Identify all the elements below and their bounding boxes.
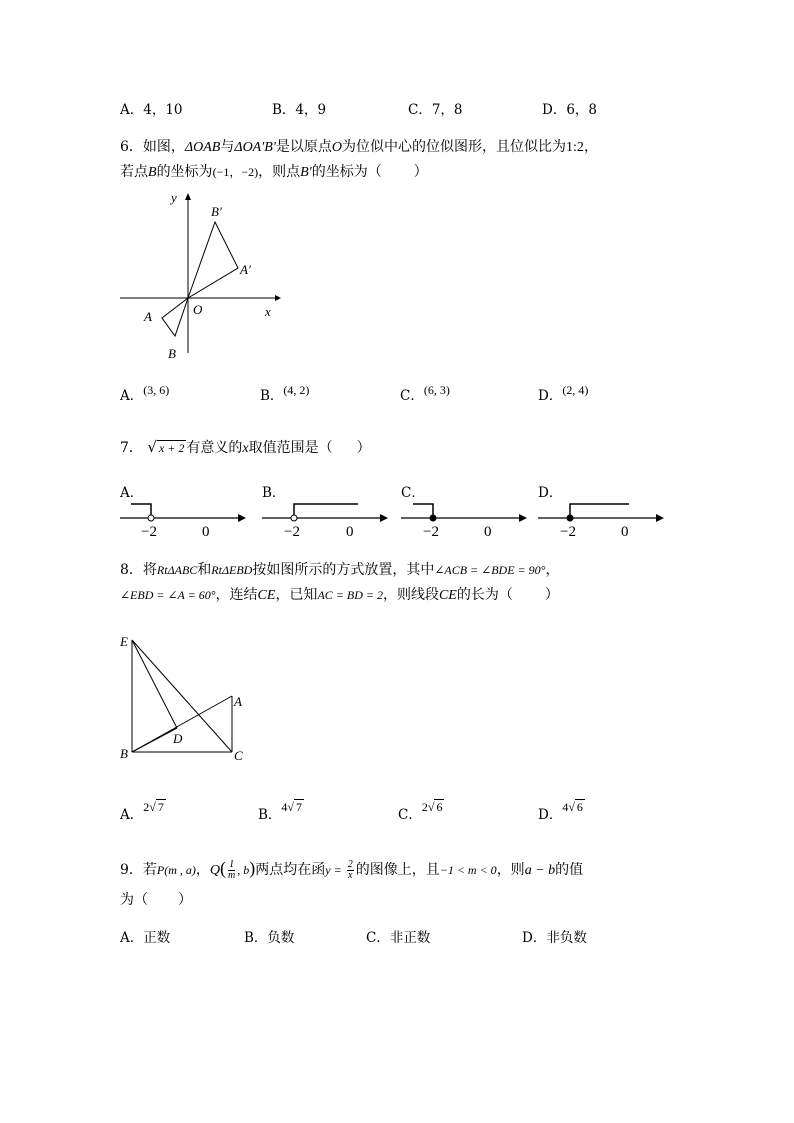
text: ，连结 <box>215 587 258 603</box>
triangle-oab <box>162 298 188 336</box>
label-d: D <box>173 731 183 746</box>
text: ） <box>356 440 371 456</box>
solution-ray <box>294 504 358 518</box>
axis-arrow <box>238 514 246 522</box>
option-label: A． <box>120 388 144 404</box>
solution-ray <box>570 504 629 518</box>
option-text: 6，8 <box>566 102 598 118</box>
label-a: A <box>234 694 242 709</box>
q7-option-d-numberline <box>536 500 666 545</box>
triangle-oa-b-prime <box>188 222 238 298</box>
math: CE <box>257 588 276 603</box>
question-number: 9． <box>120 862 143 878</box>
q8-line2 <box>120 585 559 606</box>
math: P(m , a) <box>156 863 196 877</box>
label-x: x <box>265 304 271 319</box>
coefficient: 2 <box>143 800 150 814</box>
q6-option-b <box>260 383 310 406</box>
label-b: B <box>120 746 128 761</box>
q9-line1: 9．若P(m , a)，Q( $\frac{1}{m}$ , b)两点均在函y = $\frac{2}{x}$ 的图像上，且−1 < m < 0，则a − b的值 <box>120 858 584 881</box>
tick-minus2: −2 <box>560 524 576 540</box>
open-endpoint <box>148 515 154 521</box>
q8-option-b <box>258 800 304 825</box>
radicand: 6 <box>436 800 443 814</box>
q5-option-c <box>408 100 463 120</box>
sqrt-sign: √ <box>147 438 157 456</box>
label-y: y <box>171 190 177 205</box>
tick-zero: 0 <box>346 524 354 540</box>
label-o: O <box>193 302 203 317</box>
text: 如图， <box>142 139 185 155</box>
solution-ray <box>413 504 433 518</box>
tick-zero: 0 <box>621 524 629 540</box>
math: y = <box>325 863 345 877</box>
text: ，则 <box>496 862 525 878</box>
option-value: 2√ 6 <box>421 800 443 814</box>
text: 是以原点 <box>275 139 332 155</box>
q6-line2 <box>120 162 428 183</box>
q9-line2 <box>120 890 192 910</box>
math: (−1，−2) <box>212 165 259 179</box>
option-text: 7，8 <box>431 102 463 118</box>
math: RtΔEBD <box>211 563 253 577</box>
math: 1:2 <box>566 140 584 155</box>
math: ΔOA′B′ <box>234 140 276 155</box>
q8-triangle-figure <box>115 628 255 768</box>
label-a-prime: A′ <box>240 262 251 277</box>
text: 有意义的 <box>186 440 243 456</box>
option-text: 4，10 <box>143 102 183 118</box>
axis-arrow <box>656 514 664 522</box>
denominator: x <box>347 869 353 881</box>
option-label: C． <box>400 388 424 404</box>
q9-option-d <box>522 928 587 948</box>
numerator: 1 <box>229 858 235 870</box>
option-text: (3, 6) <box>143 383 170 397</box>
option-text: 非正数 <box>389 930 431 946</box>
option-label: C． <box>398 807 422 823</box>
closed-endpoint <box>430 515 436 521</box>
text: ， <box>195 862 210 878</box>
option-text: 负数 <box>267 930 295 946</box>
tick-zero: 0 <box>484 524 492 540</box>
text: 取值范围是（ <box>248 440 333 456</box>
question-number: 8． <box>120 562 143 578</box>
option-value: 4√ 7 <box>281 800 303 814</box>
text: 为（ <box>120 892 148 908</box>
text: 与 <box>220 139 235 155</box>
text: 将 <box>142 562 157 578</box>
text: 的值 <box>555 862 584 878</box>
denominator: m <box>228 869 236 881</box>
radicand: 7 <box>157 800 164 814</box>
label-e: E <box>120 634 128 649</box>
math: −1 < m < 0 <box>439 863 497 877</box>
option-label: A． <box>120 930 144 946</box>
option-label: D． <box>542 102 567 118</box>
q6-line1 <box>120 137 598 158</box>
math: B <box>148 165 157 180</box>
y-axis-arrow <box>185 193 191 200</box>
q6-option-c <box>400 383 450 406</box>
q8-line1 <box>120 560 559 580</box>
text: 两点均在函 <box>255 862 326 878</box>
radicand: x + 2 <box>158 441 185 455</box>
text: 的图像上，且 <box>355 862 440 878</box>
option-label: D． <box>538 388 563 404</box>
solution-ray <box>131 504 151 518</box>
text: ） <box>544 587 559 603</box>
closed-endpoint <box>567 515 573 521</box>
text: ，则线段 <box>382 587 439 603</box>
question-number: 7． <box>120 440 143 456</box>
option-label: A． <box>120 807 144 823</box>
label-c: C <box>234 748 243 763</box>
q9-option-a <box>120 928 170 948</box>
text: 和 <box>197 562 212 578</box>
text: 的坐标为 <box>156 164 213 180</box>
q6-coordinate-figure <box>115 188 285 363</box>
q5-option-b <box>272 100 326 120</box>
option-label: B． <box>260 388 284 404</box>
math: , b <box>237 863 250 877</box>
option-label: B． <box>272 102 296 118</box>
axis-arrow <box>519 514 527 522</box>
option-label: C． <box>408 102 432 118</box>
label-b: B <box>168 346 176 361</box>
text: ， <box>583 139 598 155</box>
radicand: 6 <box>576 800 583 814</box>
option-text: 正数 <box>143 930 171 946</box>
option-value: 2√ 7 <box>143 800 164 814</box>
text: 若 <box>142 862 157 878</box>
math: a − b <box>524 863 556 878</box>
option-label: B． <box>244 930 268 946</box>
text: 的坐标为（ <box>311 164 382 180</box>
text: 若点 <box>120 164 148 180</box>
math: ∠EBD = ∠A = 60° <box>120 588 216 602</box>
text: 为位似中心的位似图形，且位似比为 <box>342 139 567 155</box>
axis-arrow <box>380 514 388 522</box>
text: 的长为（ <box>456 587 513 603</box>
q7-option-c-numberline <box>399 500 529 545</box>
option-text: 非负数 <box>546 930 587 946</box>
q9-option-c <box>366 928 430 948</box>
q7-option-c-label: C． <box>401 485 425 501</box>
coefficient: 4 <box>562 800 569 814</box>
q7-option-a-label: A． <box>120 485 144 501</box>
q6-option-d <box>538 383 589 406</box>
question-number: 6． <box>120 139 143 155</box>
math: B′ <box>300 165 312 180</box>
tick-minus2: −2 <box>284 524 300 540</box>
text: ） <box>178 892 192 908</box>
math: RtΔABC <box>156 563 198 577</box>
tick-zero: 0 <box>202 524 210 540</box>
q7-option-a-numberline <box>118 500 248 545</box>
math: ΔOAB <box>184 140 221 155</box>
option-label: D． <box>522 930 547 946</box>
option-value: 4√ 6 <box>562 800 583 814</box>
math: CE <box>438 588 457 603</box>
option-text: (6, 3) <box>423 383 450 397</box>
math: Q <box>209 863 221 878</box>
q7-option-d-label: D． <box>538 485 563 501</box>
q5-option-d <box>542 100 597 120</box>
q6-option-a <box>120 383 170 406</box>
math: x <box>242 441 249 456</box>
label-a: A <box>144 309 152 324</box>
text: ） <box>413 164 428 180</box>
option-label: D． <box>538 807 563 823</box>
math: O <box>331 140 343 155</box>
q8-option-a <box>120 800 166 825</box>
open-endpoint <box>291 515 297 521</box>
label-b-prime: B′ <box>211 204 222 219</box>
text: ，已知 <box>275 587 318 603</box>
numerator: 2 <box>347 858 353 870</box>
math: ∠ACB = ∠BDE = 90° <box>434 563 546 577</box>
q5-option-a <box>120 100 183 120</box>
option-text: (4, 2) <box>283 383 310 397</box>
q7-stem <box>120 437 371 459</box>
fraction-1-over-m <box>228 860 235 881</box>
coefficient: 4 <box>281 800 288 814</box>
option-text: (2, 4) <box>562 383 589 397</box>
math: AC = BD = 2 <box>317 588 383 602</box>
tick-minus2: −2 <box>423 524 439 540</box>
q8-option-d <box>538 800 585 825</box>
x-axis-arrow <box>275 295 281 301</box>
option-label: C． <box>366 930 390 946</box>
radicand: 7 <box>296 800 303 814</box>
q7-option-b-numberline <box>260 500 390 545</box>
option-label: B． <box>258 807 282 823</box>
coefficient: 2 <box>421 800 428 814</box>
q8-option-c <box>398 800 444 825</box>
text: ， <box>545 562 560 578</box>
segment-ed <box>132 640 177 728</box>
text: ，则点 <box>258 164 301 180</box>
segment-bd <box>132 728 177 752</box>
text: 按如图所示的方式放置，其中 <box>252 562 435 578</box>
q9-option-b <box>244 928 294 948</box>
tick-minus2: −2 <box>141 524 157 540</box>
q7-option-b-label: B． <box>262 485 286 501</box>
option-label: A． <box>120 102 144 118</box>
fraction-2-over-x <box>347 860 354 881</box>
option-text: 4，9 <box>295 102 327 118</box>
